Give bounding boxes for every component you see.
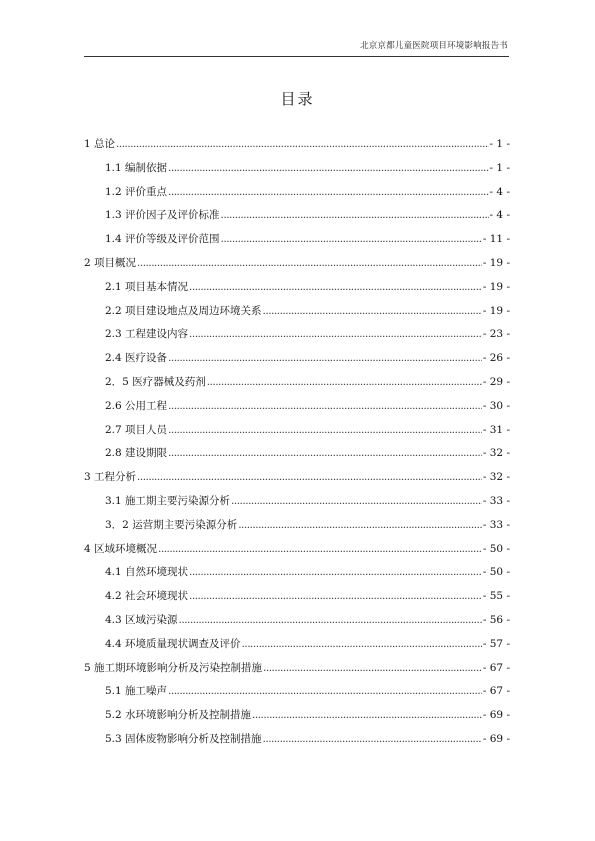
toc-entry-label: 5.3 固体废物影响分析及控制措施 — [105, 732, 262, 745]
toc-leader-dots — [168, 419, 482, 443]
toc-entry-label: 1 总论 — [84, 138, 116, 150]
toc-entry[interactable] — [84, 585, 510, 609]
toc-leader-dots — [238, 514, 482, 538]
toc-entry[interactable] — [84, 371, 510, 395]
toc-entry-label: 5.1 施工噪声 — [105, 685, 168, 698]
toc-entry[interactable] — [84, 609, 510, 633]
toc-entry[interactable] — [84, 466, 510, 490]
toc-leader-dots — [158, 538, 482, 562]
toc-entry[interactable] — [84, 561, 510, 585]
toc-entry-page-number: - 67 - — [482, 685, 510, 698]
toc-entry-page-number: - 1 - — [489, 138, 510, 150]
toc-entry-label: 2.2 项目建设地点及周边环境关系 — [105, 304, 262, 317]
toc-entry-page-number: - 29 - — [482, 375, 510, 388]
toc-entry-label: 2．5 医疗器械及药剂 — [105, 375, 206, 388]
toc-entry-page-number: - 31 - — [482, 423, 510, 436]
toc-entry[interactable] — [84, 228, 510, 252]
toc-entry-page-number: - 57 - — [482, 637, 510, 650]
toc-leader-dots — [263, 300, 482, 324]
toc-entry[interactable] — [84, 442, 510, 466]
toc-entry[interactable] — [84, 323, 510, 347]
toc-leader-dots — [221, 228, 482, 252]
toc-entry[interactable] — [84, 728, 510, 752]
toc-leader-dots — [168, 442, 482, 466]
toc-leader-dots — [168, 395, 482, 419]
toc-leader-dots — [189, 561, 482, 585]
toc-entry[interactable] — [84, 514, 510, 538]
toc-entry[interactable] — [84, 704, 510, 728]
toc-entry-page-number: - 4 - — [489, 185, 510, 198]
toc-entry-page-number: - 56 - — [482, 613, 510, 626]
toc-entry-page-number: - 50 - — [482, 542, 510, 555]
toc-leader-dots — [221, 204, 489, 228]
toc-entry-page-number: - 23 - — [482, 328, 510, 341]
toc-entry-label: 2.4 医疗设备 — [105, 352, 168, 365]
toc-entry[interactable] — [84, 657, 510, 681]
toc-entry-page-number: - 32 - — [482, 447, 510, 460]
toc-entry-page-number: - 67 - — [482, 661, 510, 674]
toc-entry-page-number: - 19 - — [482, 280, 510, 293]
toc-entry-page-number: - 19 - — [482, 304, 510, 317]
toc-entry[interactable] — [84, 633, 510, 657]
toc-leader-dots — [189, 323, 482, 347]
toc-entry-label: 2.1 项目基本情况 — [105, 280, 189, 293]
toc-entry-page-number: - 55 - — [482, 590, 510, 603]
toc-entry[interactable] — [84, 204, 510, 228]
toc-leader-dots — [116, 133, 489, 157]
toc-entry[interactable] — [84, 133, 510, 157]
toc-leader-dots — [263, 657, 482, 681]
toc-leader-dots — [137, 466, 482, 490]
toc-entry-page-number: - 11 - — [482, 233, 510, 246]
toc-leader-dots — [231, 490, 482, 514]
toc-leader-dots — [168, 347, 482, 371]
toc-entry-label: 5.2 水环境影响分析及控制措施 — [105, 709, 252, 722]
toc-entry-label: 2 项目概况 — [84, 256, 137, 269]
toc-entry[interactable] — [84, 157, 510, 181]
toc-leader-dots — [179, 609, 482, 633]
toc-entry[interactable] — [84, 538, 510, 562]
toc-entry-label: 2.6 公用工程 — [105, 399, 168, 412]
toc-entry[interactable] — [84, 300, 510, 324]
toc-entry-label: 1.2 评价重点 — [105, 185, 168, 198]
toc-entry-label: 4.2 社会环境现状 — [105, 590, 189, 603]
toc-entry-label: 1.3 评价因子及评价标准 — [105, 209, 220, 222]
toc-entry-page-number: - 69 - — [482, 709, 510, 722]
toc-leader-dots — [168, 157, 489, 181]
toc-leader-dots — [189, 276, 482, 300]
toc-leader-dots — [137, 252, 482, 276]
toc-entry-label: 4.1 自然环境现状 — [105, 566, 189, 579]
toc-entry[interactable] — [84, 419, 510, 443]
toc-entry-label: 1.1 编制依据 — [105, 161, 168, 174]
toc-leader-dots — [189, 585, 482, 609]
toc-leader-dots — [168, 680, 482, 704]
toc-entry-label: 2.3 工程建设内容 — [105, 328, 189, 341]
toc-entry-page-number: - 33 - — [482, 494, 510, 507]
toc-entry-label: 3．2 运营期主要污染源分析 — [105, 518, 238, 531]
toc-entry[interactable] — [84, 490, 510, 514]
table-of-contents — [84, 133, 510, 752]
toc-entry-label: 3.1 施工期主要污染源分析 — [105, 494, 231, 507]
toc-entry-label: 2.8 建设期限 — [105, 447, 168, 460]
toc-entry[interactable] — [84, 395, 510, 419]
toc-entry[interactable] — [84, 276, 510, 300]
toc-entry-label: 3 工程分析 — [84, 471, 137, 484]
toc-entry-page-number: - 1 - — [489, 161, 510, 174]
toc-entry-page-number: - 32 - — [482, 471, 510, 484]
toc-leader-dots — [252, 704, 482, 728]
toc-entry-label: 1.4 评价等级及评价范围 — [105, 233, 220, 246]
running-header: 北京京都儿童医院项目环境影响报告书 — [360, 41, 508, 51]
toc-leader-dots — [263, 728, 482, 752]
header-divider — [84, 56, 509, 57]
toc-entry[interactable] — [84, 181, 510, 205]
toc-entry-label: 4 区域环境概况 — [84, 542, 158, 555]
toc-entry-page-number: - 19 - — [482, 256, 510, 269]
toc-entry-page-number: - 33 - — [482, 518, 510, 531]
toc-leader-dots — [207, 371, 482, 395]
toc-entry[interactable] — [84, 252, 510, 276]
toc-entry[interactable] — [84, 347, 510, 371]
toc-entry-page-number: - 30 - — [482, 399, 510, 412]
toc-entry-label: 4.3 区域污染源 — [105, 613, 178, 626]
toc-entry-page-number: - 4 - — [489, 209, 510, 222]
toc-entry-label: 5 施工期环境影响分析及污染控制措施 — [84, 661, 263, 674]
toc-entry-page-number: - 69 - — [482, 732, 510, 745]
toc-title: 目录 — [280, 90, 315, 108]
toc-entry[interactable] — [84, 680, 510, 704]
toc-leader-dots — [168, 181, 489, 205]
toc-entry-label: 4.4 环境质量现状调查及评价 — [105, 637, 241, 650]
toc-entry-label: 2.7 项目人员 — [105, 423, 168, 436]
toc-entry-page-number: - 50 - — [482, 566, 510, 579]
toc-leader-dots — [242, 633, 482, 657]
toc-entry-page-number: - 26 - — [482, 352, 510, 365]
